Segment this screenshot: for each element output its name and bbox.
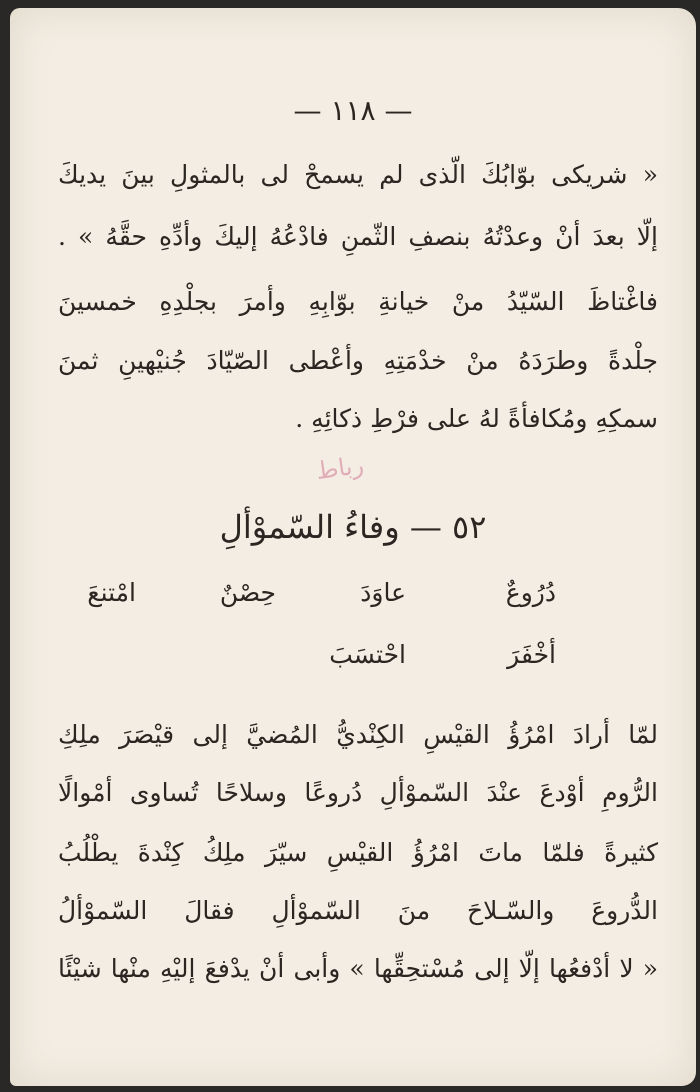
book-page (10, 8, 696, 1086)
lesson-title: ٥٢ — وفاءُ السّموْألِ (219, 508, 487, 546)
vocab-word: عاوَدَ (360, 578, 406, 607)
text-line: « شريكى بوّابُكَ الّذى لم يسمحْ لى بالمثولِ بينَ يديكَ (58, 160, 658, 189)
vocab-word: أخْفَرَ (507, 640, 556, 669)
text-line: الدُّروعَ والسّـلاحَ منَ السّموْألِ فقالَ السّموْألُ (58, 896, 658, 925)
vocab-word: احْتسَبَ (329, 640, 406, 669)
text-line: إلّا بعدَ أنْ وعدْتُهُ بنصفِ الثّمنِ فادْعُهُ إليكَ وأدِّهِ حقَّهُ » . (58, 222, 658, 251)
text-line: جلْدةً وطرَدَهُ منْ خدْمَتِهِ وأعْطى الصّيّادَ جُنيْهينِ ثمنَ (58, 346, 658, 375)
text-line: « لا أدْفعُها إلّا إلى مُسْتحِقِّها » وأبى أنْ يدْفعَ إليْهِ منْها شيْئًا (58, 954, 658, 983)
vocab-word: امْتنعَ (87, 578, 136, 607)
text-line: فاغْتاظَ السّيّدُ منْ خيانةِ بوّابِهِ وأمرَ بجلْدِهِ خمسينَ (58, 287, 658, 316)
vocab-word: دُرُوعٌ (505, 578, 556, 607)
text-line: لمّا أرادَ امْرُؤُ القيْسِ الكِنْديُّ المُضيَّ إلى قيْصَرَ ملِكِ (58, 720, 658, 749)
page-number: — ١١٨ — (293, 94, 413, 127)
library-stamp: رباط (314, 450, 366, 486)
vocab-word: حِصْنٌ (219, 578, 276, 607)
text-line: سمكِهِ ومُكافأةً لهُ على فرْطِ ذكائِهِ . (295, 404, 658, 433)
text-line: الرُّومِ أوْدعَ عنْدَ السّموْألِ دُروعًا وسلاحًا تُساوى أمْوالًا (58, 778, 658, 807)
text-line: كثيرةً فلمّا ماتَ امْرُؤُ القيْسِ سيّرَ ملِكُ كِنْدةَ يطْلُبُ (58, 838, 658, 867)
